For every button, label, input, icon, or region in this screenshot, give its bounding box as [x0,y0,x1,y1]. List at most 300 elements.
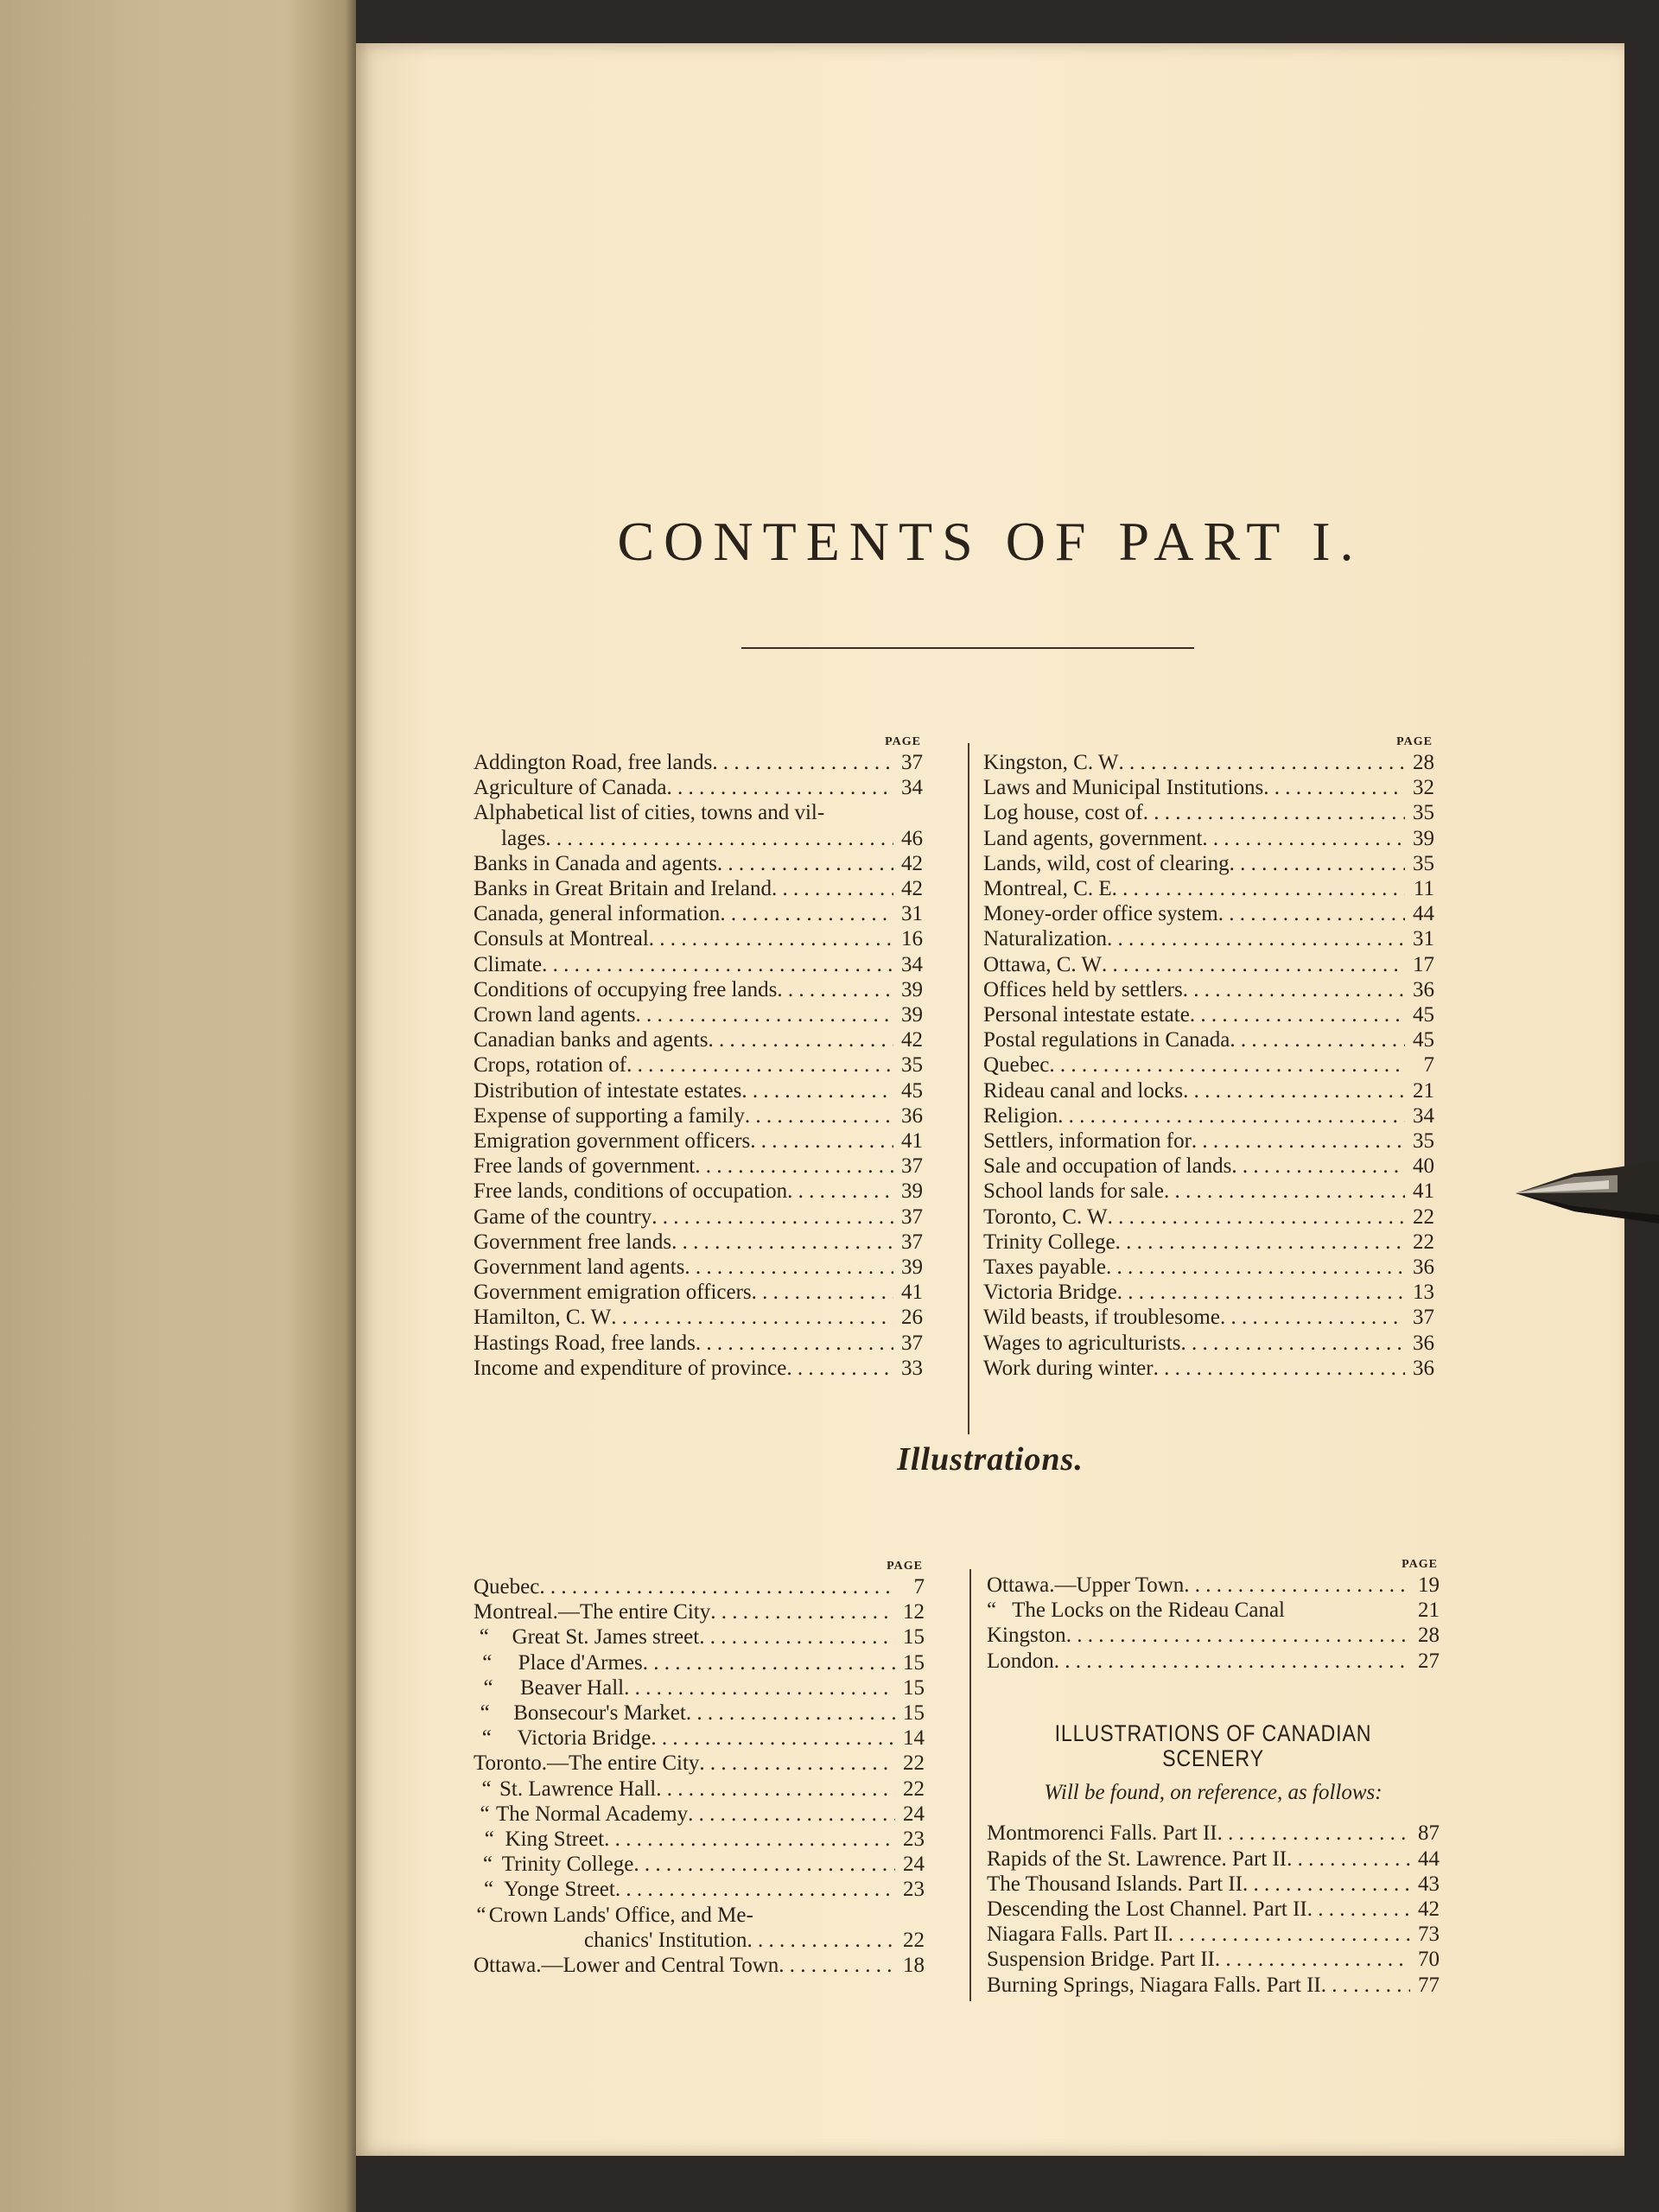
contents-entry [474,977,923,1002]
contents-entry [474,876,923,901]
page-number: 23 [903,1827,925,1852]
page-number: 37 [901,1230,923,1254]
page-number: 22 [903,1777,925,1801]
entry-title: Hamilton, C. W [474,1306,612,1330]
page-number: 39 [901,1179,923,1204]
page-number: 35 [1413,1129,1434,1154]
page-number: 15 [903,1701,925,1726]
page-number: 13 [1413,1281,1434,1305]
page-number: 42 [901,851,923,875]
entry-title: Lands, wild, cost of clearing [983,851,1230,875]
entry-title: Ottawa.—Upper Town [987,1573,1185,1597]
entry-title: Sale and occupation of lands [983,1154,1232,1179]
leader-dots [611,1305,893,1330]
page-number: 35 [1413,851,1434,875]
leader-dots [1230,1027,1405,1052]
contents-left-column [474,734,923,1381]
contents-entry [983,800,1434,825]
contents-entry [474,1179,923,1204]
contents-entry [983,926,1434,951]
illustrations-divider [969,1569,971,2001]
page-number: 7 [1423,1053,1434,1077]
leader-dots [649,926,893,951]
page-number: 17 [1413,952,1434,976]
page-number: 28 [1418,1624,1440,1648]
entry-title: Suspension Bridge. Part II [987,1948,1215,1972]
scenery-entry [987,1872,1440,1897]
leader-dots [652,1205,893,1230]
entry-title: Ottawa, C. W [983,952,1103,976]
page-number: 26 [901,1306,923,1330]
leader-dots [1184,1573,1410,1598]
entry-title: Emigration government officers [474,1129,751,1154]
page-number: 35 [901,1053,923,1077]
illustration-entry [474,1751,925,1776]
illustration-entry [987,1623,1440,1648]
leader-dots [1108,1205,1405,1230]
leader-dots [1231,1154,1405,1179]
illustration-entry [474,1624,925,1649]
page-column-header: PAGE [885,735,921,748]
contents-entry [983,1027,1434,1052]
entry-title: Personal intestate estate [983,1003,1190,1027]
leader-dots [1218,901,1405,926]
leader-dots [671,1230,893,1255]
entry-title: Alphabetical list of cities, towns and vil- [474,801,825,825]
leader-dots [717,851,893,876]
contents-entry [474,1331,923,1356]
entry-title: Crown Lands' Office, and Me- [488,1903,753,1927]
ditto-mark: “ [481,1726,492,1751]
ditto-mark: “ [480,1701,490,1726]
leader-dots [1143,800,1405,825]
contents-entry [474,750,923,775]
page-number: 14 [903,1726,925,1751]
illustration-entry [474,1903,925,1928]
entry-title: Descending the Lost Channel. Part II [987,1897,1307,1922]
leader-dots [747,1928,895,1953]
entry-title: lages [501,826,546,850]
contents-entry [474,926,923,951]
page-number: 36 [1413,1356,1434,1380]
leader-dots [1181,1331,1406,1356]
leader-dots [686,1700,895,1726]
entry-title: Crops, rotation of [474,1053,627,1077]
entry-title: Wild beasts, if troublesome [983,1306,1220,1330]
ditto-mark: “ [482,1650,493,1675]
page-number: 34 [1413,1103,1434,1128]
contents-entry [983,1052,1434,1077]
entry-title: Taxes payable [983,1255,1106,1280]
page-number: 39 [1413,826,1434,850]
leader-dots [542,952,893,977]
contents-entry [474,851,923,876]
illustration-entry [474,1599,925,1624]
contents-entry [474,952,923,977]
entry-title: The Locks on the Rideau Canal [1012,1599,1285,1623]
leader-dots [712,750,893,775]
contents-entry [983,952,1434,977]
page-number: 42 [901,1028,923,1052]
entry-title: Free lands of government [474,1154,696,1179]
page-number: 31 [901,902,923,926]
leader-dots [1307,1897,1410,1922]
contents-entry [983,1002,1434,1027]
ditto-mark: “ [987,1599,997,1623]
leader-dots [1107,926,1405,951]
contents-entry [983,1230,1434,1255]
leader-dots [1154,1356,1405,1381]
leader-dots [1321,1973,1410,1998]
leader-dots [752,1280,893,1305]
page-number: 35 [1413,801,1434,825]
entry-title: Wages to agriculturists [983,1331,1181,1355]
entry-title: Kingston, C. W [983,751,1119,774]
entry-title: St. Lawrence Hall [499,1777,657,1801]
entry-title: Bonsecour's Market [513,1701,686,1726]
page-number: 43 [1418,1872,1440,1896]
ditto-mark: “ [484,1878,494,1902]
ditto-mark: “ [479,1625,489,1649]
contents-entry [983,1356,1434,1381]
entry-title: Place d'Armes [518,1650,643,1675]
column-divider [968,743,969,1434]
illustration-entry [474,1928,925,1953]
entry-title: Postal regulations in Canada [983,1028,1230,1052]
illustration-entry [474,1777,925,1802]
page-number: 31 [1413,927,1434,951]
leader-dots [656,1777,895,1802]
contents-entry [474,1027,923,1052]
leader-dots [787,1179,893,1204]
scenery-subtitle: Will be found, on reference, as follows: [1044,1781,1382,1805]
leader-dots [696,1331,893,1356]
contents-entry [474,1154,923,1179]
left-page [0,0,356,2212]
page-number: 32 [1413,776,1434,800]
leader-dots [1215,1947,1410,1972]
illustration-entry [474,1700,925,1726]
page-number: 28 [1413,751,1434,774]
leader-dots [1116,1230,1405,1255]
leader-dots [1190,1002,1405,1027]
entry-title: Banks in Canada and agents [474,851,717,875]
ditto-mark: “ [480,1802,490,1826]
entry-title: Great St. James street [512,1625,700,1649]
entry-title: Naturalization [983,927,1107,951]
page-number: 27 [1418,1649,1440,1673]
entry-title: Quebec [983,1053,1050,1077]
page-number: 22 [903,1928,925,1952]
leader-dots [1192,1128,1405,1154]
ditto-mark: “ [484,1827,494,1852]
entry-title: Land agents, government [983,826,1203,850]
page-number: 41 [901,1281,923,1305]
ditto-mark: “ [482,1853,493,1877]
contents-entry [474,1305,923,1330]
scenery-entry [987,1973,1440,1998]
entry-title: Log house, cost of [983,801,1143,825]
leader-dots [1117,1280,1405,1305]
entry-title: Government emigration officers [474,1281,752,1305]
leader-dots [1112,876,1405,901]
contents-entry [474,1255,923,1280]
page-column-header: PAGE [887,1560,923,1573]
entry-title: Game of the country [474,1205,652,1229]
leader-dots [1220,1305,1405,1330]
page-number: 40 [1413,1154,1434,1179]
contents-entry [474,1103,923,1128]
page-number: 36 [1413,1255,1434,1280]
leader-dots [1049,1052,1405,1077]
contents-entry [983,1305,1434,1330]
entry-title: Quebec [474,1575,540,1599]
contents-entry [474,1128,923,1154]
leader-dots [633,1852,895,1877]
illustrations-right-column [987,1557,1440,1998]
leader-dots [779,1953,895,1978]
page-number: 33 [901,1356,923,1380]
illustration-entry [474,1802,925,1827]
entry-title: Government free lands [474,1230,672,1254]
leader-dots [539,1574,895,1599]
illustration-entry [474,1574,925,1599]
contents-entry [474,1078,923,1103]
entry-title: Victoria Bridge [517,1726,652,1751]
leader-dots [1243,1872,1410,1897]
leader-dots [745,1103,893,1128]
leader-dots [720,901,893,926]
page-number: 34 [901,776,923,800]
page-number: 34 [901,952,923,976]
entry-title: Addington Road, free lands [474,751,713,774]
leader-dots [695,1154,893,1179]
leader-dots [1230,851,1405,876]
entry-title: Montreal, C. E [983,877,1112,901]
leader-dots [688,1802,895,1827]
illustration-entry [474,1953,925,1978]
page-number: 44 [1413,902,1434,926]
entry-title: Canadian banks and agents [474,1028,709,1052]
page-number: 36 [1413,977,1434,1001]
page-number: 45 [901,1078,923,1103]
illustrations-left-column [474,1559,925,1978]
leader-dots [624,1675,895,1700]
contents-entry [983,851,1434,876]
entry-title: Niagara Falls. Part II [987,1923,1168,1947]
leader-dots [1054,1649,1410,1674]
leader-dots [651,1726,895,1751]
entry-title: Ottawa.—Lower and Central Town [474,1954,779,1978]
contents-entry [983,826,1434,851]
illustration-entry [987,1598,1440,1623]
leader-dots [1287,1847,1410,1872]
leader-dots [1168,1922,1410,1947]
entry-title: Rideau canal and locks [983,1078,1184,1103]
leader-dots [777,977,893,1002]
contents-entry [983,901,1434,926]
contents-entry [983,1078,1434,1103]
scenery-entry [987,1847,1440,1872]
entry-title: Distribution of intestate estates [474,1078,742,1103]
page-number: 37 [901,751,923,774]
entry-title: School lands for sale [983,1179,1164,1204]
leader-dots [1119,750,1406,775]
contents-entry [474,1230,923,1255]
entry-title: Toronto.—The entire City [474,1751,700,1776]
pen-pointer-icon [1514,1154,1659,1232]
entry-title: Toronto, C. W [983,1205,1108,1229]
page-number: 73 [1418,1923,1440,1947]
leader-dots [1066,1623,1410,1648]
leader-dots [545,826,893,851]
leader-dots [684,1255,893,1280]
leader-dots [699,1624,895,1649]
entry-title: Agriculture of Canada [474,776,667,800]
page-title: CONTENTS OF PART I. [617,511,1363,572]
entry-title: Trinity College [501,1853,634,1877]
leader-dots [643,1650,895,1675]
page-number: 21 [1413,1078,1434,1103]
entry-title: Yonge Street [504,1878,615,1902]
page-number: 41 [1413,1179,1434,1204]
page-number: 44 [1418,1847,1440,1871]
page-number: 42 [1418,1897,1440,1922]
scenery-entry [987,1947,1440,1972]
entry-title: Hastings Road, free lands [474,1331,696,1355]
illustration-entry [474,1650,925,1675]
page-column-header: PAGE [1396,735,1433,748]
leader-dots [786,1356,893,1381]
leader-dots [1183,1078,1405,1103]
page-number: 37 [901,1205,923,1229]
entry-title: King Street [505,1827,605,1852]
entry-title: Offices held by settlers [983,977,1183,1001]
entry-title: Income and expenditure of province [474,1356,787,1380]
contents-entry [474,800,923,825]
contents-entry [983,775,1434,800]
contents-entry [983,1154,1434,1179]
page-number: 41 [901,1129,923,1154]
page-number: 45 [1413,1028,1434,1052]
page-number: 77 [1418,1973,1440,1997]
contents-entry [983,1205,1434,1230]
page-number: 15 [903,1675,925,1700]
ditto-mark: “ [476,1903,486,1927]
entry-title: Beaver Hall [520,1675,625,1700]
scenery-heading: ILLUSTRATIONS OF CANADIAN SCENERY [1054,1719,1372,1772]
entry-title: Money-order office system [983,902,1218,926]
entry-title: Rapids of the St. Lawrence. Part II [987,1847,1287,1871]
page-number: 22 [903,1751,925,1776]
leader-dots [710,1599,895,1624]
entry-title: The Normal Academy [495,1802,689,1826]
entry-title: Consuls at Montreal [474,927,649,951]
contents-entry [983,1280,1434,1305]
contents-entry [983,1255,1434,1280]
entry-title: Banks in Great Britain and Ireland [474,877,772,901]
page-number: 39 [901,1255,923,1280]
page-number: 36 [901,1103,923,1128]
page-number: 24 [903,1802,925,1826]
contents-entry [983,1179,1434,1204]
page-number: 7 [913,1575,925,1599]
page-number: 42 [901,877,923,901]
entry-title: chanics' Institution [584,1928,747,1952]
contents-entry [474,1002,923,1027]
scenery-entry [987,1922,1440,1947]
entry-title: Trinity College [983,1230,1116,1254]
contents-entry [474,1356,923,1381]
book-page [356,43,1624,2156]
entry-title: Burning Springs, Niagara Falls. Part II [987,1973,1321,1997]
page-number: 12 [903,1600,925,1624]
contents-entry [983,1103,1434,1128]
illustration-entry [474,1827,925,1852]
leader-dots [699,1751,895,1776]
entry-title: Religion [983,1103,1058,1128]
entry-title: Montmorenci Falls. Part II [987,1821,1217,1846]
page-number: 15 [903,1625,925,1649]
illustration-entry [474,1877,925,1902]
leader-dots [667,775,893,800]
entry-title: Settlers, information for [983,1129,1192,1154]
contents-entry [983,1331,1434,1356]
page-number: 45 [1413,1003,1434,1027]
contents-entry [983,1128,1434,1154]
scenery-entry [987,1821,1440,1846]
entry-title: Canada, general information [474,902,721,926]
entry-title: Government land agents [474,1255,685,1280]
entry-title: Conditions of occupying free lands [474,977,778,1001]
contents-entry [474,826,923,851]
entry-title: Crown land agents [474,1003,636,1027]
leader-dots [750,1128,893,1154]
leader-dots [615,1877,895,1902]
contents-entry [474,1205,923,1230]
page-number: 16 [901,927,923,951]
page-number: 36 [1413,1331,1434,1355]
leader-dots [1102,952,1405,977]
page-number: 22 [1413,1230,1434,1254]
illustration-entry [474,1675,925,1700]
page-number: 39 [901,977,923,1001]
page-number: 37 [901,1154,923,1179]
leader-dots [708,1027,893,1052]
contents-entry [983,977,1434,1002]
page-number: 24 [903,1853,925,1877]
contents-entry [983,876,1434,901]
page-number: 11 [1413,877,1434,901]
leader-dots [1217,1821,1410,1846]
contents-entry [474,901,923,926]
page-number: 21 [1418,1599,1440,1623]
page-number: 37 [1413,1306,1434,1330]
illustrations-heading: Illustrations. [897,1441,1084,1478]
illustration-entry [987,1573,1440,1598]
leader-dots [741,1078,893,1103]
leader-dots [1106,1255,1405,1280]
ditto-mark: “ [481,1777,492,1801]
entry-title: Victoria Bridge [983,1281,1117,1305]
contents-entry [474,1052,923,1077]
contents-entry [474,1280,923,1305]
page-number: 70 [1418,1948,1440,1972]
page-number: 46 [901,826,923,850]
leader-dots [1263,775,1405,800]
leader-dots [604,1827,895,1852]
page-number: 18 [903,1954,925,1978]
